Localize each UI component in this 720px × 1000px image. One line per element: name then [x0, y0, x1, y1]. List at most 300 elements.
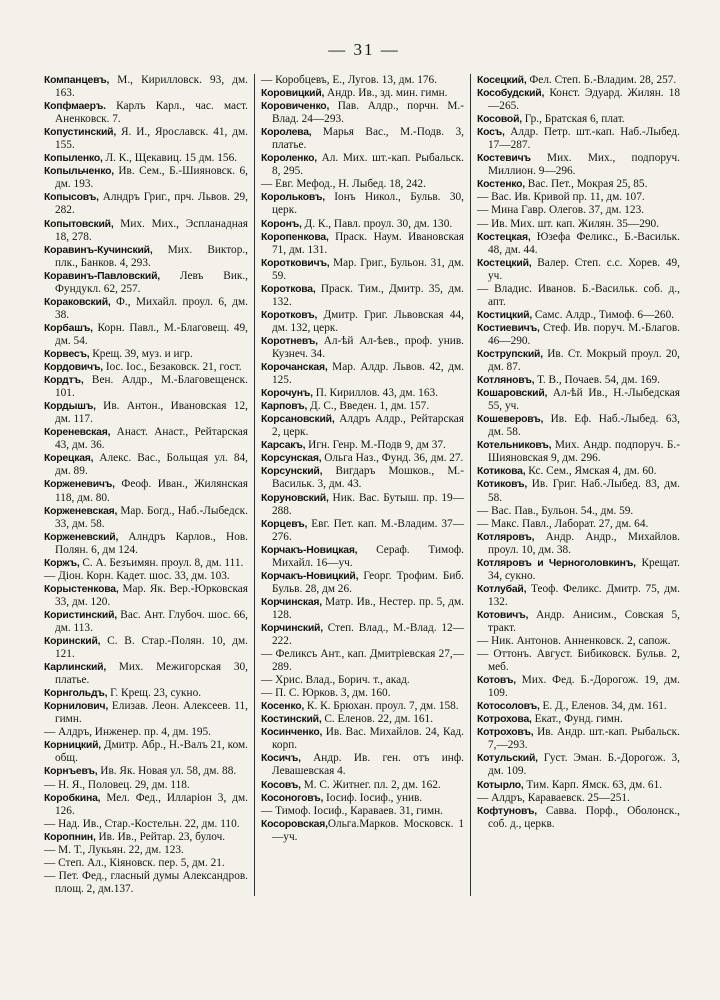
directory-entry — [261, 218, 464, 231]
entry-details: Мих. Фед. Б.-Дорогож. 19, дм. 109. — [488, 674, 680, 700]
entry-details: Кс. Сем., Ямская 4, дм. 60. — [525, 465, 657, 478]
entry-details: Л. К., Щекавиц. 15 дм. 156. — [102, 152, 238, 165]
directory-entry — [44, 100, 248, 126]
directory-entry — [44, 779, 248, 792]
entry-surname: Корочанская, — [261, 362, 328, 374]
entry-details: Фел. Степ. Б.-Владим. 28, 257. — [526, 74, 677, 86]
directory-entry — [261, 191, 464, 217]
directory-entry — [261, 152, 464, 178]
directory-entry — [44, 870, 248, 896]
directory-entry — [44, 426, 248, 452]
directory-entry — [44, 152, 248, 165]
entry-details: М., Кирилловск. 93, дм. 163. — [55, 74, 248, 100]
directory-entry — [44, 218, 248, 244]
directory-entry — [261, 779, 464, 792]
directory-entry — [261, 257, 464, 283]
directory-entry — [261, 570, 464, 596]
entry-details: Теоф. Феликс. Дмитр. 75, дм. 132. — [488, 582, 680, 608]
directory-entry — [44, 831, 248, 844]
entry-details: Дмитр. Григ. Львовская 44, дм. 132, церк. — [272, 308, 464, 334]
directory-entry — [44, 452, 248, 478]
directory-entry — [477, 478, 680, 504]
entry-surname: Коропенкова, — [261, 231, 329, 243]
directory-entry — [477, 635, 680, 648]
directory-entry — [477, 218, 680, 231]
entry-details: Алндръ Карлов., Нов. Полян. 6, дм 124. — [55, 530, 248, 556]
entry-surname: Коробкина, — [44, 792, 101, 804]
directory-entry — [261, 361, 464, 387]
entry-details: Феоф. Иван., Жилянская 118, дм. 80. — [55, 478, 248, 504]
directory-entry — [477, 374, 680, 387]
entry-details: Т. В., Почаев. 54, дм. 169. — [534, 374, 660, 387]
entry-surname: Корнгольдъ, — [44, 688, 108, 700]
entry-details: С. Еленов. 22, дм. 161. — [321, 713, 434, 726]
entry-surname: Корецкая, — [44, 453, 94, 465]
directory-entry — [44, 609, 248, 635]
directory-entry — [44, 700, 248, 726]
entry-surname: Копыленко, — [44, 153, 103, 165]
directory-columns — [38, 74, 690, 896]
entry-details: К. К. Брюхан. проул. 7, дм. 158. — [304, 700, 459, 713]
entry-surname: Корчакъ-Новицкая, — [261, 544, 358, 556]
entry-surname: Коротневъ, — [261, 335, 318, 347]
entry-details: Мар. Як. Вер.-Юрковская 33, дм. 120. — [55, 582, 248, 608]
entry-details: Стеф. Ив. поруч. М.-Благов. 46—290. — [488, 321, 680, 347]
entry-surname: Коравинъ-Павловский, — [44, 270, 160, 282]
directory-entry — [477, 387, 680, 413]
entry-surname: Корольковъ, — [261, 192, 325, 204]
directory-entry — [44, 165, 248, 191]
entry-details: Мих. Межигорская 30, платье. — [55, 661, 248, 687]
entry-details: П. Кириллов. 43, дм. 163. — [312, 387, 438, 400]
entry-details: Пав. Алдр., порчн. М.-Влад. 24—293. — [272, 100, 464, 126]
entry-details: — Ник. Антонов. Анненковск. 2, сапож. — [477, 635, 671, 648]
column-2 — [254, 74, 470, 896]
directory-entry — [261, 309, 464, 335]
directory-entry — [44, 570, 248, 583]
entry-surname: Карлинский, — [44, 662, 107, 674]
entry-details: — Хрис. Влад., Борич. т., акад. — [261, 674, 410, 687]
entry-surname: Котульский, — [477, 753, 538, 765]
entry-details: — Макс. Павл., Лаборат. 27, дм. 64. — [477, 517, 649, 530]
directory-entry — [477, 126, 680, 152]
entry-details: Самс. Алдр., Тимоф. 6—260. — [532, 308, 675, 321]
entry-surname: Копысовъ, — [44, 192, 99, 204]
directory-entry — [261, 648, 464, 674]
entry-surname: Компанцевъ, — [44, 75, 110, 86]
entry-details: Алекс. Вас., Больщая ул. 84, дм. 89. — [55, 452, 248, 478]
entry-surname: Кордовичъ, — [44, 362, 103, 374]
directory-entry — [44, 844, 248, 857]
entry-details: Г. Крещ. 23, сукно. — [107, 687, 202, 700]
entry-surname: Косоровская, — [261, 818, 328, 830]
entry-details: С. В. Стар.-Полян. 10, дм. 121. — [55, 635, 248, 661]
entry-surname: Кострупский, — [477, 348, 543, 360]
entry-details: Ф., Михайл. проул. 6, дм. 38. — [55, 295, 248, 321]
directory-entry — [477, 87, 680, 113]
entry-surname: Корницкий, — [44, 740, 101, 752]
directory-entry — [477, 505, 680, 518]
entry-surname: Костевичъ — [477, 153, 531, 165]
entry-details: Мел. Фед., Илларіон 3, дм. 126. — [55, 791, 248, 817]
entry-details: Валер. Степ. с.с. Хорев. 49, уч. — [488, 256, 680, 282]
directory-entry — [44, 557, 248, 570]
directory-entry — [261, 805, 464, 818]
directory-entry — [44, 74, 248, 100]
entry-surname: Корчинский, — [261, 622, 323, 634]
directory-entry — [477, 674, 680, 700]
entry-details: Ив. Як. Новая ул. 58, дм. 88. — [97, 765, 237, 778]
entry-details: — Оттонъ. Август. Бибиковск. Бульв. 2, меб. — [477, 648, 680, 674]
directory-entry — [261, 713, 464, 726]
entry-details: — Коробцевъ, Е., Лугов. 13, дм. 176. — [261, 74, 438, 86]
entry-details: Ив. Ив., Рейтар. 23, булоч. — [95, 830, 226, 843]
entry-surname: Коринский, — [44, 636, 101, 648]
entry-surname: Коравинъ-Кучинский, — [44, 244, 153, 256]
directory-entry — [261, 674, 464, 687]
entry-details: — Феликсъ Ант., кап. Дмитріевская 27,—289. — [261, 648, 464, 674]
directory-entry — [44, 739, 248, 765]
directory-entry — [44, 726, 248, 739]
entry-surname: Косенко, — [261, 701, 305, 713]
directory-entry — [477, 583, 680, 609]
column-1 — [38, 74, 254, 896]
entry-details: Алдр. Петр. шт.-кап. Наб.-Лыбед. 17—287. — [488, 126, 680, 152]
entry-details: — Ив. Мих. шт. кап. Жилян. 35—290. — [477, 217, 660, 230]
directory-entry — [261, 387, 464, 400]
entry-details: Ив. Ст. Мокрый проул. 20, дм. 87. — [488, 347, 680, 374]
entry-surname: Короленко, — [261, 153, 317, 165]
entry-surname: Коронъ, — [261, 218, 302, 230]
entry-surname: Корбашъ, — [44, 322, 93, 334]
directory-entry — [261, 231, 464, 257]
entry-details: — Евг. Мефод., Н. Лыбед. 18, 242. — [261, 178, 426, 191]
directory-entry — [44, 687, 248, 700]
entry-details: — Тимоф. Іосиф., Караваев. 31, гимн. — [261, 804, 443, 817]
entry-details: Игн. Генр. М.-Подв 9, дм 37. — [305, 439, 446, 452]
entry-surname: Косовъ, — [261, 779, 301, 791]
entry-surname: Корнилович, — [44, 701, 109, 713]
entry-surname: Котрохова, — [477, 714, 532, 726]
directory-entry — [261, 413, 464, 439]
entry-details: Андр. Ив., зд. мин. гимн. — [324, 87, 448, 100]
directory-entry — [261, 726, 464, 752]
directory-entry — [261, 687, 464, 700]
column-3 — [470, 74, 686, 896]
directory-entry — [261, 596, 464, 622]
entry-details: Е. Д., Еленов. 34, дм. 161. — [539, 700, 667, 713]
directory-entry — [261, 74, 464, 87]
directory-entry — [477, 178, 680, 191]
entry-details: Гр., Братская 6, плат. — [521, 113, 625, 126]
entry-details: Д. С., Введен. 1, дм. 157. — [307, 400, 430, 413]
entry-surname: Котлубай, — [477, 583, 527, 595]
entry-details: Іосиф. Іосиф., унив. — [323, 791, 423, 804]
directory-entry — [261, 100, 464, 126]
entry-details: Мар. Григ., Бульон. 31, дм. 59. — [272, 256, 464, 282]
entry-surname: Котляновъ, — [477, 375, 535, 387]
entry-surname: Костицкий, — [477, 309, 533, 321]
entry-details: Мар. Алдр. Львов. 42, дм. 125. — [272, 361, 464, 387]
entry-surname: Котырло, — [477, 779, 524, 791]
directory-entry — [477, 465, 680, 478]
directory-entry — [477, 152, 680, 178]
entry-surname: Котовичъ, — [477, 609, 529, 621]
directory-entry — [44, 478, 248, 504]
directory-entry — [44, 270, 248, 296]
entry-details: Алдръ Алдр., Рейтарская 2, церк. — [272, 413, 464, 439]
entry-details: Степ. Влад., М.-Влад. 12—222. — [272, 621, 464, 648]
directory-entry — [44, 765, 248, 778]
entry-details: Ив. Вас. Михайлов. 24, Кад. корп. — [272, 726, 464, 752]
entry-details: Елизав. Леон. Алексеев. 11, гимн. — [55, 700, 248, 726]
entry-details: Густ. Эман. Б.-Дорогож. 3, дм. 109. — [488, 752, 680, 778]
entry-surname: Костинский, — [261, 714, 322, 726]
directory-entry — [477, 518, 680, 531]
entry-details: Ольга Наз., Фунд. 36, дм. 27. — [321, 452, 464, 465]
entry-details: Вас. Пет., Мокрая 25, 85. — [524, 178, 648, 191]
entry-surname: Кошеверовъ, — [477, 414, 544, 426]
entry-details: Евг. Пет. кап. М.-Владим. 37—276. — [272, 517, 464, 543]
entry-details: Ал. Мих. шт.-кап. Рыбальск. 8, 295. — [272, 152, 464, 178]
entry-details: Мих. Мих., Эспланадная 18, 278. — [55, 217, 248, 243]
entry-surname: Котосоловъ, — [477, 701, 540, 713]
entry-surname: Кораковский, — [44, 296, 111, 308]
entry-surname: Костенко, — [477, 179, 525, 191]
directory-entry — [477, 648, 680, 674]
entry-surname: Копустинский, — [44, 127, 117, 139]
entry-details: Алндръ Григ., прч. Львов. 29, 282. — [55, 191, 248, 217]
directory-entry — [261, 492, 464, 518]
entry-details: Конст. Эдуард. Жилян. 18—265. — [488, 87, 680, 113]
entry-details: Ив. Григ. Наб.-Лыбед. 83, дм. 58. — [488, 478, 680, 504]
entry-details: Матр. Ив., Нестер. пр. 5, дм. 128. — [272, 595, 464, 621]
directory-entry — [261, 518, 464, 544]
entry-surname: Коровицкий, — [261, 88, 325, 100]
entry-surname: Корыстенкова, — [44, 583, 119, 595]
entry-surname: Карсакъ, — [261, 440, 306, 452]
entry-details: Сераф. Тимоф. Михайл. 16—уч. — [272, 543, 464, 569]
directory-entry — [44, 191, 248, 217]
directory-entry — [477, 752, 680, 778]
entry-details: Вен. Алдр., М.-Благовещенск. 101. — [55, 374, 248, 400]
directory-entry — [44, 505, 248, 531]
directory-entry — [477, 348, 680, 374]
entry-details: Ник. Вас. Бутыш. пр. 19—288. — [272, 491, 464, 517]
directory-entry — [261, 178, 464, 191]
entry-details: Ал-ѣй Ив., Н.-Лыбедская 55, уч. — [488, 387, 680, 413]
entry-surname: Косинченко, — [261, 727, 323, 739]
directory-entry — [477, 74, 680, 87]
directory-entry — [261, 335, 464, 361]
entry-details: Ал-ѣй Ал-ѣев., проф. унив. Кузнеч. 34. — [272, 334, 464, 360]
entry-surname: Костецкая, — [477, 231, 531, 243]
entry-surname: Корсановский, — [261, 414, 335, 426]
directory-entry — [44, 374, 248, 400]
entry-surname: Користинский, — [44, 609, 117, 621]
directory-entry — [477, 792, 680, 805]
directory-entry — [477, 283, 680, 309]
entry-details: Андр. Андр., Михайлов. проул. 10, дм. 38. — [488, 530, 680, 556]
entry-surname: Косовой, — [477, 114, 522, 126]
entry-surname: Коруновский, — [261, 492, 329, 504]
directory-entry — [261, 700, 464, 713]
entry-surname: Косоноговъ, — [261, 792, 324, 804]
entry-surname: Короткова, — [261, 283, 316, 295]
entry-details: Дмитр. Абр., Н.-Валъ 21, ком. общ. — [55, 739, 248, 765]
entry-details: — Н. Я., Половец. 29, дм. 118. — [44, 778, 190, 791]
entry-details: Карлъ Карл., час. маст. Аненковск. 7. — [55, 100, 248, 126]
directory-entry — [261, 752, 464, 778]
entry-details: Я. И., Ярославск. 41, дм. 155. — [55, 126, 248, 152]
directory-entry — [261, 544, 464, 570]
entry-details: — Владис. Иванов. Б.-Васильк. соб. д., апт. — [477, 282, 680, 308]
directory-entry — [261, 283, 464, 309]
directory-entry — [261, 439, 464, 452]
directory-entry — [44, 244, 248, 270]
directory-entry — [44, 126, 248, 152]
entry-details: М. С. Житнег. пл. 2, дм. 162. — [300, 778, 441, 791]
directory-entry — [44, 818, 248, 831]
entry-details: Ив. Андр. шт.-кап. Рыбальск. 7,—293. — [488, 726, 680, 752]
entry-details: — П. С. Юрков. 3, дм. 160. — [261, 687, 391, 700]
entry-surname: Корвесъ, — [44, 348, 90, 360]
directory-entry — [44, 361, 248, 374]
entry-surname: Косъ, — [477, 127, 505, 139]
directory-entry — [477, 609, 680, 635]
directory-entry — [261, 818, 464, 844]
entry-details: Мих. Андр. подпоруч. Б.-Шияновская 9, дм. 296. — [488, 439, 680, 465]
entry-surname: Корсунский, — [261, 466, 323, 478]
directory-entry — [261, 452, 464, 465]
entry-details: Мих. Виктор., плк., Банков. 4, 293. — [55, 243, 248, 269]
entry-details: Вигдаръ Мошков., М.-Васильк. 3, дм. 43. — [272, 465, 464, 491]
entry-surname: Корочунъ, — [261, 388, 313, 400]
entry-surname: Коротковъ, — [261, 309, 318, 321]
entry-details: Іос. Іос., Безаковск. 21, гост. — [103, 361, 242, 374]
entry-surname: Котляровъ, — [477, 531, 535, 543]
directory-entry — [477, 779, 680, 792]
entry-surname: Корцевъ, — [261, 518, 308, 530]
entry-surname: Котроховъ, — [477, 727, 534, 739]
entry-details: — Вас. Ив. Кривой пр. 11, дм. 107. — [477, 191, 645, 204]
entry-surname: Корженевичъ, — [44, 479, 115, 491]
entry-surname: Котельниковъ, — [477, 440, 552, 452]
directory-entry — [477, 204, 680, 217]
entry-surname: Кофтуновъ, — [477, 805, 537, 817]
entry-surname: Кордтъ, — [44, 375, 84, 387]
entry-details: Левъ Вик., Фундукл. 62, 257. — [55, 269, 248, 295]
directory-entry — [44, 322, 248, 348]
entry-details: Анаст. Анаст., Рейтарская 43, дм. 36. — [55, 426, 248, 452]
directory-entry — [477, 322, 680, 348]
entry-details: — Над. Ив., Стар.-Костельн. 22, дм. 110. — [44, 817, 240, 830]
directory-entry — [261, 87, 464, 100]
entry-details: — Пет. Фед., гласный думы Александров. площ. 2, дм.137. — [44, 869, 248, 895]
entry-details: Мих. Мих., подпоруч. Миллион. 9—296. — [488, 152, 680, 178]
entry-details: — Степ. Ал., Кіяновск. пер. 5, дм. 21. — [44, 856, 225, 869]
entry-details: Георг. Трофим. Биб. Бульв. 28, дм 26. — [272, 569, 464, 595]
entry-surname: Кошаровский, — [477, 388, 548, 400]
entry-surname: Котовъ, — [477, 675, 516, 687]
directory-entry — [477, 700, 680, 713]
entry-details: Андр. Анисим., Совская 5, тракт. — [488, 608, 680, 634]
directory-entry — [44, 661, 248, 687]
directory-entry — [477, 726, 680, 752]
entry-surname: Кордышъ, — [44, 401, 96, 413]
directory-entry — [477, 231, 680, 257]
entry-surname: Корчакъ-Новицкий, — [261, 570, 359, 582]
directory-entry — [44, 583, 248, 609]
entry-surname: Коржъ, — [44, 557, 80, 569]
directory-entry — [477, 413, 680, 439]
entry-surname: Корженевский, — [44, 531, 119, 543]
entry-details: Вас. Ант. Глубоч. шос. 66, дм. 113. — [55, 608, 248, 634]
entry-surname: Костецкий, — [477, 257, 532, 269]
directory-entry — [44, 857, 248, 870]
directory-entry — [477, 309, 680, 322]
directory-entry — [477, 257, 680, 283]
entry-details: — М. Т., Лукьян. 22, дм. 123. — [44, 843, 184, 856]
directory-entry — [477, 191, 680, 204]
entry-surname: Копыльченко, — [44, 166, 114, 178]
entry-surname: Косецкий, — [477, 75, 527, 86]
entry-details: Ив. Еф. Наб.-Лыбед. 63, дм. 58. — [488, 413, 680, 439]
entry-surname: Котикова, — [477, 466, 526, 478]
directory-entry — [261, 465, 464, 491]
directory-entry — [477, 439, 680, 465]
directory-entry — [261, 126, 464, 152]
entry-details: Савва. Порф., Оболонск., соб. д., церкв. — [488, 804, 680, 830]
directory-entry — [44, 400, 248, 426]
entry-surname: Корсунская, — [261, 453, 322, 465]
entry-details: Тим. Карп. Ямск. 63, дм. 61. — [523, 778, 663, 791]
entry-details: Андр. Ив. ген. отъ инф. Левашевская 4. — [272, 752, 464, 778]
entry-surname: Котляровъ и Черноголовкинъ, — [477, 557, 636, 569]
entry-details: Праск. Тим., Дмитр. 35, дм. 132. — [272, 282, 464, 308]
directory-entry — [44, 531, 248, 557]
entry-details: Ольга.Марков. Московск. 1—уч. — [272, 817, 464, 843]
directory-entry — [261, 792, 464, 805]
entry-details: Праск. Наум. Ивановская 71, дм. 131. — [272, 230, 464, 256]
entry-surname: Копытовский, — [44, 218, 114, 230]
entry-surname: Копфмаеръ. — [44, 101, 106, 113]
entry-details: Ив. Сем., Б.-Шияновск. 6, дм. 193. — [55, 165, 248, 191]
entry-surname: Карповъ, — [261, 401, 308, 413]
entry-details: С. А. Безъимян. проул. 8, дм. 111. — [79, 556, 244, 569]
entry-details: Екат., Фунд. гимн. — [531, 713, 623, 726]
directory-entry — [44, 296, 248, 322]
entry-details: Корн. Павл., М.-Благовещ. 49, дм. 54. — [55, 321, 248, 347]
entry-details: Іонъ Никол., Бульв. 30, церк. — [272, 191, 464, 217]
page-number: — 31 — — [328, 40, 400, 59]
entry-surname: Корженевская, — [44, 505, 118, 517]
entry-details: Крещат. 34, сукно. — [488, 556, 680, 582]
entry-details: — Діон. Корн. Кадет. шос. 33, дм. 103. — [44, 569, 230, 582]
directory-entry — [44, 635, 248, 661]
entry-details: Мар. Богд., Наб.-Лыбедск. 33, дм. 58. — [55, 504, 248, 530]
entry-surname: Королева, — [261, 127, 312, 139]
entry-details: Крещ. 39, муз. и игр. — [89, 347, 193, 360]
entry-surname: Коропнин, — [44, 831, 96, 843]
entry-details: — Вас. Пав., Бульон. 54., дм. 59. — [477, 504, 634, 517]
directory-entry — [477, 805, 680, 831]
entry-surname: Косичъ, — [261, 753, 301, 765]
entry-details: — Алдръ, Инженер. пр. 4, дм. 195. — [44, 726, 211, 739]
entry-details: Марья Вас., М.-Подв. 3, платье. — [272, 126, 464, 152]
entry-surname: Корчинская, — [261, 596, 322, 608]
directory-entry — [261, 400, 464, 413]
